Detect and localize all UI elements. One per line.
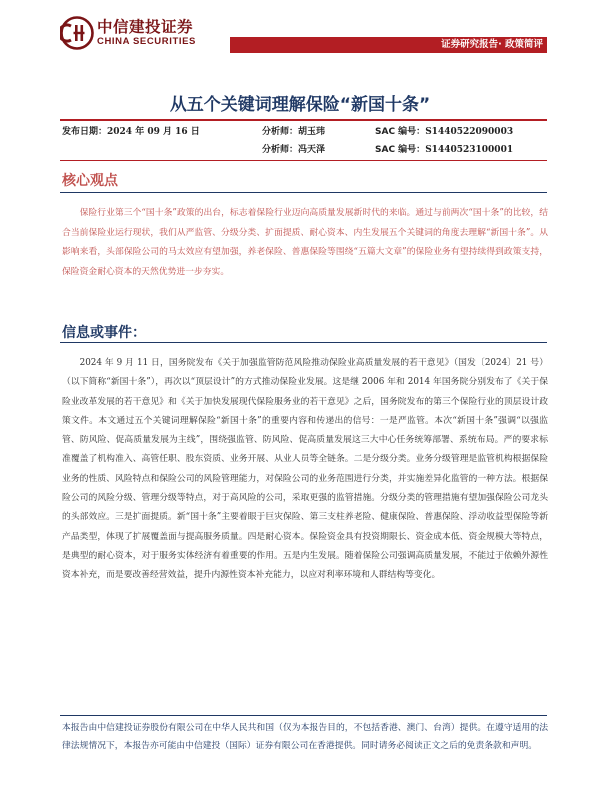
meta-divider: [60, 160, 547, 161]
company-logo: [60, 14, 200, 60]
report-type-band: [230, 37, 547, 53]
publish-date: [62, 124, 200, 137]
footer-divider: [60, 715, 547, 716]
analyst-2: [262, 142, 325, 155]
report-title: 从五个关键词理解保险“新国十条”: [169, 95, 431, 115]
analyst-label: 分析师：: [262, 145, 299, 155]
analyst-name: 胡玉玮: [298, 127, 326, 137]
key-view-heading: 核心观点: [62, 173, 118, 189]
analyst-name: 冯天泽: [298, 145, 326, 155]
analyst-1-sac: [375, 124, 513, 137]
event-divider: [60, 342, 547, 343]
sac-label: SAC 编号：: [375, 127, 426, 137]
sac-label: SAC 编号：: [375, 145, 426, 155]
key-view-divider: [60, 192, 547, 193]
logo-chinese-name: 中信建投证券: [97, 18, 194, 36]
publish-date-value: 2024 年 09 月 16 日: [107, 127, 200, 137]
publish-date-label: 发布日期：: [62, 127, 108, 137]
event-body: 2024 年 9 月 11 日，国务院发布《关于加强监管防范风险推动保险业高质量发展的若干意见》（国发〔2024〕21 号）（以下简称“新国十条”），再次以“顶层设计”的方式推动保险业发展。这是继 2006 年和 2014 年国务院分别发布了《关于保险业改革发展的若干意见》和《关于加快发展现代保险服务业的若干意见》之后，国务院发布的第三个保险行业的顶层设计政策文件。本文通过五个关键词理解保险“新国十条”的重要内容和传递出的信号：一是严监管。本次“新国十条”强调“以强监管、防风险、促高质量发展为主线”，围绕强监管、防风险、促高质量发展这三大中心任务统筹部署、系统布局。严的要求标准覆盖了机构准入、高管任职、股东资质、业务开展、从业人员等全链条。二是分级分类。业务分级管理是监管机构根据保险业务的性质、风险特点和保险公司的风险管理能力，对保险公司的业务范围进行分类，并实施差异化监管的一种方法。根据保险公司的风险分级、管理分级等特点，对于高风险的公司，采取更强的监管措施。分级分类的管理措施有望加强保险公司龙头的头部效应。三是扩面提质。新“国十条”主要着眼于巨灾保险、第三支柱养老险、健康保险、普惠保险、浮动收益型保险等新产品类型，体现了扩展覆盖面与提高服务质量。四是耐心资本。保险资金具有投资期限长、资金成本低、资金规模大等特点，是典型的耐心资本，对于服务实体经济有着重要的作用。五是内生发展。随着保险公司强调高质量发展，不能过于依赖外源性资本补充，而是要改善经营效益，提升内源性资本补充能力，以应对利率环境和人群结构等变化。: [62, 358, 548, 581]
analyst-2-sac: [375, 142, 513, 155]
analyst-1: [262, 124, 325, 137]
event-heading: 信息或事件：: [62, 325, 146, 341]
logo-english-name: CHINA SECURITIES: [97, 36, 196, 47]
sac-number: S1440523100001: [425, 145, 514, 155]
key-view-body: 保险行业第三个“国十条”政策的出台，标志着保险行业迈向高质量发展新时代的来临。通过与前两次“国十条”的比较，结合当前保险业运行现状，我们从严监管、分级分类、扩面提质、耐心资本、内生发展五个关键词的角度去理解“新国十条”。从影响来看，头部保险公司的马太效应有望加强，养老保险、普惠保险等围绕“五篇大文章”的保险业务有望持续得到政策支持，保险资金耐心资本的天然优势进一步夯实。: [62, 208, 548, 277]
title-divider: [60, 119, 547, 121]
footer-disclaimer: 本报告由中信建投证券股份有限公司在中华人民共和国（仅为本报告目的，不包括香港、澳门、台湾）提供。在遵守适用的法律法规情况下，本报告亦可能由中信建投（国际）证券有限公司在香港提供。同时请务必阅读正文之后的免责条款和声明。: [62, 723, 548, 751]
report-type-label: 证券研究报告· 政策简评: [441, 39, 543, 50]
analyst-label: 分析师：: [262, 127, 299, 137]
sac-number: S1440522090003: [425, 127, 514, 137]
company-logo-icon: [60, 16, 94, 50]
